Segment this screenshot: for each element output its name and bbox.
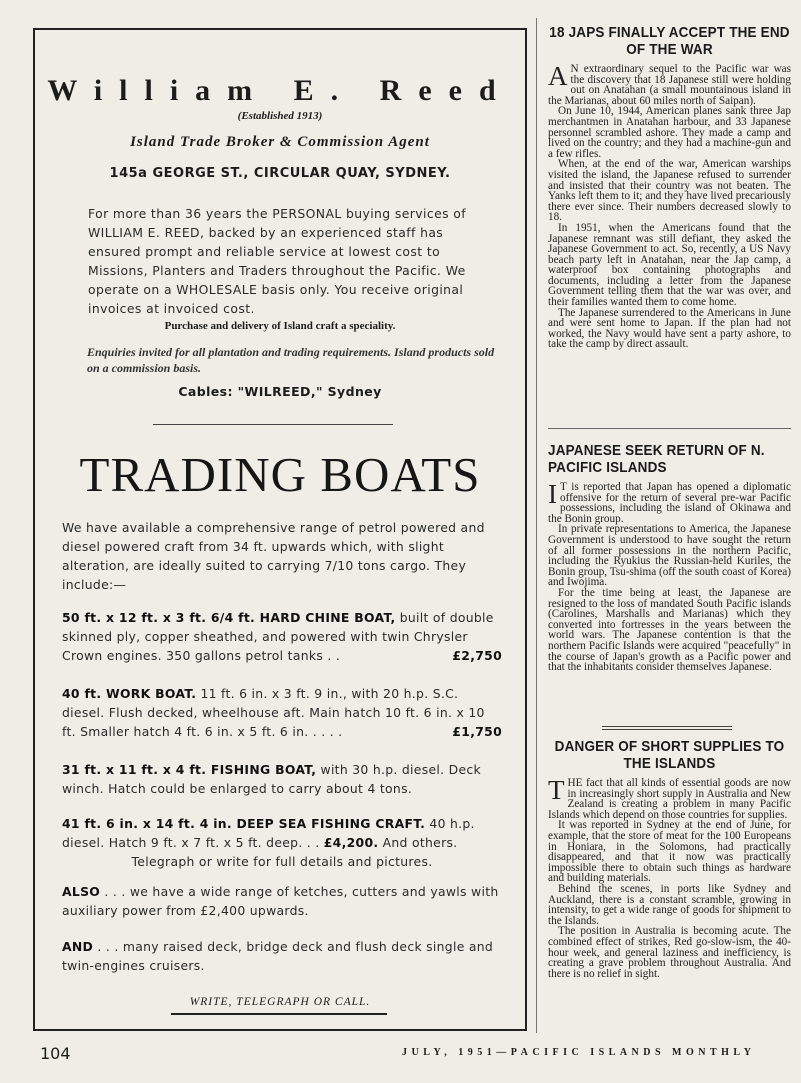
and-text: . . . many raised deck, bridge deck and flush deck single and twin-engines cruisers.: [62, 939, 494, 973]
article-1-para: The Japanese surrendered to the Americans in June and were sent home to Japan. If the plan had not worked, the Navy would have sent a party ashore, to take the camp by direct assault.: [548, 306, 791, 351]
boat-2-desc: 11 ft. 6 in. x 3 ft. 9 in., with 20 h.p. S.C. diesel. Flush decked, wheelhouse aft. Main hatch 10 ft. 6 in. x 10 ft. Smaller hatch 4 ft. 6 in. x 5 ft. 6 in. . . . .: [62, 686, 485, 739]
broker-title: Island Trade Broker & Commission Agent: [130, 134, 430, 150]
enquiries-line: Enquiries invited for all plantation and trading requirements. Island products sold on a commission basis.: [87, 345, 495, 375]
boat-listing-2: [62, 684, 502, 741]
trading-boats-heading: TRADING BOATS: [79, 447, 481, 502]
purchase-line: Purchase and delivery of Island craft a speciality.: [164, 320, 396, 332]
article-2-title: JAPANESE SEEK RETURN OF N. PACIFIC ISLANDS: [548, 442, 765, 476]
article-3-para: Behind the scenes, in ports like Sydney and Auckland, there is a constant scramble, growing in intensity, to get a wide range of goods for shipment to the Islands.: [548, 882, 791, 927]
article-3: [548, 738, 791, 979]
boat-2-price: £1,750: [452, 724, 502, 739]
boat-listing-1: [62, 608, 502, 665]
boat-4-tail: And others.: [378, 835, 458, 850]
section-rule: [548, 428, 791, 429]
bottom-rule: [171, 1013, 387, 1015]
article-3-body: [548, 775, 791, 980]
article-2-para: For the time being at least, the Japanese are resigned to the loss of mandated South Pacific islands (Carolines, Marshalls and Marianas) which they converted into fortresses in the years between the world wars. The Japanese contention is that the northern Pacific Islands were acquired "peacefully" in the course of Japan's growth as a Pacific power and that the inhabitants consider themselves Japanese.: [548, 586, 791, 674]
boat-1-desc: built of double skinned ply, copper sheathed, and powered with twin Chrysler Crown engines. 350 gallons petrol tanks . .: [62, 610, 494, 663]
issue-footer: JULY, 1951—PACIFIC ISLANDS MONTHLY: [402, 1047, 756, 1058]
page-number: 104: [40, 1044, 71, 1063]
address-line: 145a GEORGE ST., CIRCULAR QUAY, SYDNEY.: [109, 166, 451, 181]
article-3-para: It was reported in Sydney at the end of June, for example, that the store of meat for the 100 Europeans in Honiara, in the Solomons, had practically disappeared, and that it now was practically impossible there to obtain such things as hardware and building materials.: [548, 819, 791, 885]
advertiser-name: William E. Reed: [47, 74, 513, 107]
article-2: [548, 442, 791, 673]
boat-4-price: £4,200.: [323, 835, 379, 850]
boat-1-price: £2,750: [452, 648, 502, 663]
and-listing: [62, 937, 502, 975]
and-label: AND: [62, 939, 94, 954]
divider: [153, 424, 393, 425]
write-call-line: WRITE, TELEGRAPH OR CALL.: [189, 996, 371, 1008]
boat-3-title: 31 ft. x 11 ft. x 4 ft. FISHING BOAT,: [62, 762, 317, 777]
article-1-para: In 1951, when the Americans found that the Japanese remnant was still defiant, they asked the Japanese Government to act. So, recently, a US Navy beach party left in Anatahan, near the Jap camp, a waterproof box containing photographs and documents, including a letter from the Japanese Government telling them that the war was over, and their families wanted them to come home.: [548, 221, 791, 309]
article-1-body: [548, 61, 791, 351]
boat-4-desc: 40 h.p. diesel. Hatch 9 ft. x 7 ft. x 5 ft. deep. . .: [62, 816, 475, 850]
article-1-title: 18 JAPS FINALLY ACCEPT THE END OF THE WAR: [549, 24, 790, 58]
cables-line: Cables: "WILREED," Sydney: [178, 384, 382, 399]
article-3-para: The position in Australia is becoming acute. The combined effect of strikes, Red go-slow-ism, the 40-hour week, and general laziness and inefficiency, is creating a grave problem throughout Australia. And there is no relief in sight.: [548, 925, 791, 980]
boat-4-title: 41 ft. 6 in. x 14 ft. 4 in. DEEP SEA FISHING CRAFT.: [62, 816, 426, 831]
article-1: [548, 24, 791, 350]
boat-1-title: 50 ft. x 12 ft. x 3 ft. 6/4 ft. HARD CHINE BOAT,: [62, 610, 396, 625]
article-1-para: When, at the end of the war, American warships visited the island, the Japanese refused to surrender and insisted that their country was not beaten. The Yanks left them to it; and they have lived precariously there ever since. Their numbers decreased slowly to 18.: [548, 158, 791, 224]
article-3-para: HE fact that all kinds of essential goods are now in increasingly short supply in Australia and New Zealand is creating a problem in many Pacific Islands which depend on those countries for supplies.: [548, 777, 791, 821]
article-3-title: DANGER OF SHORT SUPPLIES TO THE ISLANDS: [554, 738, 785, 772]
details-line: Telegraph or write for full details and pictures.: [131, 854, 433, 869]
boats-intro: We have available a comprehensive range of petrol powered and diesel powered craft from 34 ft. upwards which, with slight alteration, are ideally suited to carrying 7/10 tons cargo. They include:—: [62, 520, 485, 592]
boat-listing-3: [62, 760, 502, 798]
article-3-dropcap: T: [548, 775, 565, 805]
column-divider: [536, 18, 537, 1033]
article-2-body: [548, 479, 791, 674]
article-1-para: N extraordinary sequel to the Pacific war was the discovery that 18 Japanese still were holding out on Anatahan (a small mountainous island in the Marianas, about 60 miles north of Saipan).: [548, 63, 791, 107]
also-listing: [62, 882, 502, 920]
also-label: ALSO: [62, 884, 101, 899]
boat-2-title: 40 ft. WORK BOAT.: [62, 686, 197, 701]
boat-listing-4: [62, 814, 502, 871]
also-text: . . . we have a wide range of ketches, cutters and yawls with auxiliary power from £2,400 upwards.: [62, 884, 499, 918]
article-2-para: In private representations to America, the Japanese Government is understood to have sought the return of all former possessions in the northern Pacific, including the Ryukius the Russian-held Kuriles, the Bonin group, Tsu-shima (off the south coast of Korea) and Iwojima.: [548, 523, 791, 589]
established-line: (Established 1913): [237, 110, 323, 122]
intro-paragraph: For more than 36 years the PERSONAL buying services of WILLIAM E. REED, backed by an experienced staff has ensured prompt and reliable service at lowest cost to Missions, Planters and Traders throughout the Pacific. We operate on a WHOLESALE basis only. You receive original invoices at invoiced cost.: [88, 206, 467, 316]
section-separator: [602, 726, 732, 730]
article-1-dropcap: A: [548, 61, 568, 91]
article-2-para: T is reported that Japan has opened a diplomatic offensive for the return of several pre-war Pacific possessions, including the island of Okinawa and the Bonin group.: [548, 481, 791, 525]
article-2-dropcap: I: [548, 479, 557, 509]
article-1-para: On June 10, 1944, American planes sank three Jap merchantmen in Anatahan harbour, and 33 Japanese personnel scrambled ashore. They made a camp and lived on the country; and they had a machine-gun and a few rifles.: [548, 105, 791, 160]
advertisement: [33, 28, 527, 1031]
boat-3-desc: with 30 h.p. diesel. Deck winch. Hatch could be enlarged to carry about 4 tons.: [62, 762, 481, 796]
